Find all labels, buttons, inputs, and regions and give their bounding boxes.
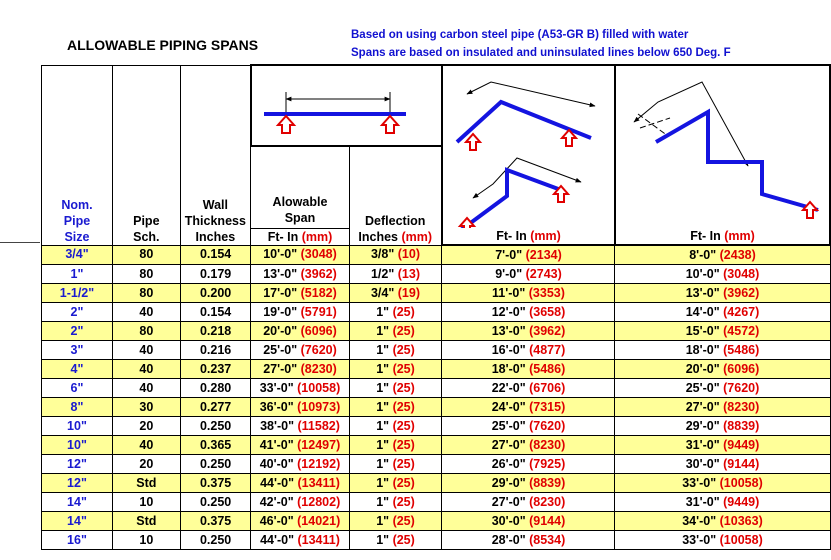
header-allowable-span: Alowable Span Ft- In (mm) [251,146,349,245]
header-offset-bend [615,65,830,245]
straight-span-diagram [251,65,442,146]
ft-in-unit-offset: Ft- In (mm) [690,229,755,243]
table-row: 8" 30 0.277 36'-0" (10973) 1" (25) 24'-0" (7315) 27'-0" (8230) [42,398,831,417]
table-row: 3/4" 80 0.154 10'-0" (3048) 3/8" (10) 7'-0" (2134) 8'-0" (2438) [42,245,831,265]
table-row: 2" 80 0.218 20'-0" (6096) 1" (25) 13'-0" (3962) 15'-0" (4572) [42,322,831,341]
straight-span-icon [252,66,441,142]
header-pipe-schedule: Pipe Sch. [112,65,180,245]
offset-span-icon [616,78,829,228]
table-row: 10" 40 0.365 41'-0" (12497) 1" (25) 27'-0" (8230) 31'-0" (9449) [42,436,831,455]
note-material: Based on using carbon steel pipe (A53-GR B) filled with water [351,29,689,41]
header-wall-thickness: Wall Thickness Inches [180,65,251,245]
table-row: 16" 10 0.250 44'-0" (13411) 1" (25) 28'-0" (8534) 33'-0" (10058) [42,531,831,550]
table-row: 14" 10 0.250 42'-0" (12802) 1" (25) 27'-0" (8230) 31'-0" (9449) [42,493,831,512]
ft-in-unit-elbow: Ft- In (mm) [496,229,561,243]
header-change-direction [442,65,615,245]
table-row: 6" 40 0.280 33'-0" (10058) 1" (25) 22'-0" (6706) 25'-0" (7620) [42,379,831,398]
table-row: 1-1/2" 80 0.200 17'-0" (5182) 3/4" (19) 11'-0" (3353) 13'-0" (3962) [42,284,831,303]
table-row: 2" 40 0.154 19'-0" (5791) 1" (25) 12'-0" (3658) 14'-0" (4267) [42,303,831,322]
table-row: 1" 80 0.179 13'-0" (3962) 1/2" (13) 9'-0" (2743) 10'-0" (3048) [42,265,831,284]
note-temperature: Spans are based on insulated and uninsulated lines below 650 Deg. F [351,47,731,59]
header-deflection: Deflection Inches (mm) [349,146,442,245]
elbow-span-icon [443,78,614,228]
table-row: 3" 40 0.216 25'-0" (7620) 1" (25) 16'-0" (4877) 18'-0" (5486) [42,341,831,360]
spans-table [41,64,831,550]
table-row: 14" Std 0.375 46'-0" (14021) 1" (25) 30'-0" (9144) 34'-0" (10363) [42,512,831,531]
table-row: 4" 40 0.237 27'-0" (8230) 1" (25) 18'-0" (5486) 20'-0" (6096) [42,360,831,379]
table-row: 12" Std 0.375 44'-0" (13411) 1" (25) 29'-0" (8839) 33'-0" (10058) [42,474,831,493]
table-row: 12" 20 0.250 40'-0" (12192) 1" (25) 26'-0" (7925) 30'-0" (9144) [42,455,831,474]
margin-rule [0,242,40,243]
table-row: 10" 20 0.250 38'-0" (11582) 1" (25) 25'-0" (7620) 29'-0" (8839) [42,417,831,436]
page-title: ALLOWABLE PIPING SPANS [67,37,259,53]
header-nom-pipe-size: Nom. Pipe Size [42,65,113,245]
